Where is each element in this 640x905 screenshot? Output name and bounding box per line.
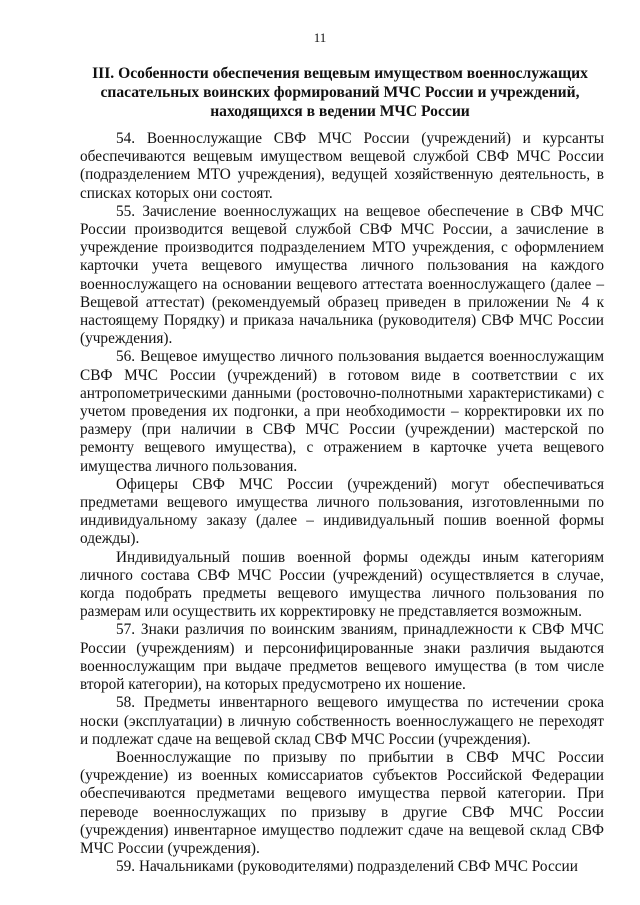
paragraph-54: 54. Военнослужащие СВФ МЧС России (учреждений) и курсанты обеспечиваются вещевым имуществом вещевой службой СВФ МЧС России (подразделением МТО учреждения), ведущей хозяйственную деятельность, в списках которых они состоят. <box>80 130 604 202</box>
paragraph-58: 58. Предметы инвентарного вещевого имущества по истечении срока носки (эксплуатации) в личную собственность военнослужащего не переходят и подлежат сдаче на вещевой склад СВФ МЧС России (учреждения). <box>80 694 604 748</box>
page-number: 11 <box>313 30 327 45</box>
heading-line: III. Особенности обеспечения вещевым имуществом военнослужащих <box>92 65 588 82</box>
body-text <box>80 130 604 876</box>
paragraph-conscripts: Военнослужащие по призыву по прибытии в СВФ МЧС России (учреждение) из военных комиссариатов субъектов Российской Федерации обеспечиваются предметами вещевого имущества первой категории. При переводе военнослужащих по призыву в другие СВФ МЧС России (учреждения) инвентарное имущество подлежит сдаче на вещевой склад СВФ МЧС России (учреждения). <box>80 748 604 857</box>
paragraph-56: 56. Вещевое имущество личного пользования выдается военнослужащим СВФ МЧС России (учреждений) в готовом виде в соответствии с их антропометрическими данными (ростовочно-полнотными характеристиками) с учетом проведения их подгонки, а при необходимости – корректировки их по размеру (при наличии в СВФ МЧС России (учреждении) мастерской по ремонту вещевого имущества), с отражением в карточке учета вещевого имущества личного пользования. <box>80 348 604 475</box>
section-heading <box>70 64 610 121</box>
paragraph-57: 57. Знаки различия по воинским званиям, принадлежности к СВФ МЧС России (учреждениям) и персонифицированные знаки различия выдаются военнослужащим при выдаче предметов вещевого имущества (в том числе второй категории), на которых предусмотрено их ношение. <box>80 621 604 694</box>
paragraph-55: 55. Зачисление военнослужащих на вещевое обеспечение в СВФ МЧС России производится вещевой службой СВФ МЧС России, а зачисление в учреждение производится подразделением МТО учреждения, с оформлением карточки учета вещевого имущества личного пользования на каждого военнослужащего на основании вещевого аттестата военнослужащего (далее – Вещевой аттестат) (рекомендуемый образец приведен в приложении № 4 к настоящему Порядку) и приказа начальника (руководителя) СВФ МЧС России (учреждения). <box>80 202 604 348</box>
paragraph-officers: Офицеры СВФ МЧС России (учреждений) могут обеспечиваться предметами вещевого имущества личного пользования, изготовленными по индивидуальному заказу (далее – индивидуальный пошив военной формы одежды). <box>80 475 604 548</box>
paragraph-individual-tailoring: Индивидуальный пошив военной формы одежды иным категориям личного состава СВФ МЧС России (учреждений) осуществляется в случае, когда подобрать предметы вещевого имущества личного пользования по размерам или осуществить их корректировку не представляется возможным. <box>80 548 604 621</box>
heading-line: находящихся в ведении МЧС России <box>210 103 470 120</box>
paragraph-59: 59. Начальниками (руководителями) подразделений СВФ МЧС России <box>116 858 578 876</box>
heading-line: спасательных воинских формирований МЧС России и учреждений, <box>100 84 580 101</box>
